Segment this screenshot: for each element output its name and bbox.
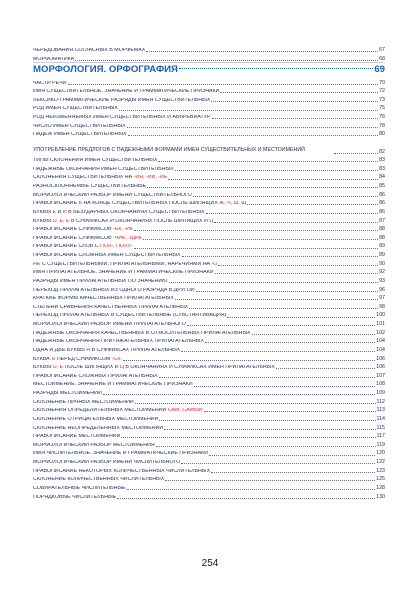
toc-page-number: 68 (379, 55, 385, 62)
dot-leader (159, 420, 375, 421)
toc-entry[interactable] (33, 77, 385, 86)
title-text: В БЕЗУДАРНЫХ ОКОНЧАНИЯХ СУЩЕСТВИТЕЛЬНЫХ (66, 209, 205, 215)
toc-entry[interactable] (33, 172, 385, 181)
toc-entry-title (33, 227, 133, 232)
highlighted-term: О, Е (52, 365, 64, 371)
title-text: СКЛОНЕНИЕ ОТРИЦАТЕЛЬНЫХ МЕСТОИМЕНИЙ (33, 416, 159, 422)
toc-entry[interactable] (33, 405, 385, 414)
dot-leader (276, 368, 375, 369)
highlighted-term: О, Е, Ё (52, 218, 70, 224)
dot-leader (134, 248, 379, 249)
toc-entry-title (33, 279, 168, 284)
title-text: ОДНА И ДВЕ БУКВЫ (33, 347, 87, 353)
toc-page-number: 89 (379, 243, 385, 250)
toc-entry[interactable] (33, 353, 385, 362)
dot-leader (194, 386, 376, 387)
dot-leader (75, 60, 378, 61)
toc-entry[interactable] (33, 129, 385, 138)
dot-leader (252, 334, 375, 335)
dot-leader (214, 222, 378, 223)
toc-entry-title (33, 201, 246, 206)
title-text: С СУЩЕСТВИТЕЛЬНЫМИ, ПРИЛАГАТЕЛЬНЫМИ, НАРЕЧИЯМИ НА (40, 261, 212, 267)
toc-entry[interactable] (33, 276, 385, 285)
dot-leader (211, 472, 375, 473)
highlighted-term: Ь (78, 201, 82, 207)
title-text: ИМЯ СУЩЕСТВИТЕЛЬНОЕ. ЗНАЧЕНИЕ И ГРАММАТИЧЕСКИЕ ПРИЗНАКИ (33, 89, 220, 95)
title-text: В СУФФИКСАХ И ОКОНЧАНИЯХ ПОСЛЕ ШИПЯЩИХ И (69, 218, 210, 224)
toc-entry[interactable] (33, 302, 385, 311)
dot-leader (143, 239, 378, 240)
toc-entry[interactable] (33, 483, 385, 492)
toc-page-number: 85 (379, 183, 385, 190)
toc-entry-title (33, 296, 174, 301)
toc-entry[interactable] (33, 310, 385, 319)
title-text: ПРАВОПИСАНИЕ СУФФИКСОВ (33, 227, 114, 233)
toc-entry-title (33, 382, 193, 387)
dot-leader (189, 308, 378, 309)
dot-leader (68, 84, 379, 85)
toc-page-number: 128 (376, 484, 385, 491)
toc-entry-title (33, 184, 146, 189)
title-text: РАЗНОСКЛОНЯЕМЫЕ СУЩЕСТВИТЕЛЬНЫЕ (33, 184, 147, 190)
toc-entry[interactable] (33, 371, 385, 380)
toc-page-number: 107 (376, 372, 385, 379)
toc-page-number: 115 (376, 424, 385, 431)
toc-entry[interactable] (33, 267, 385, 276)
toc-entry-title (33, 193, 192, 198)
title-text: МОРФОЛОГИЧЕСКИЙ РАЗБОР ИМЕНИ ПРИЛАГАТЕЛЬНОГО (33, 322, 186, 328)
title-text: ИМЯ ПРИЛАГАТЕЛЬНОЕ. ЗНАЧЕНИЕ И ГРАММАТИЧЕСКИЕ ПРИЗНАКИ (33, 270, 214, 276)
dot-leader (196, 291, 379, 292)
toc-entry-title (33, 322, 186, 327)
dot-leader (205, 342, 375, 343)
title-text: РАЗРЯДЫ ИМЕН ПРИЛАГАТЕЛЬНЫХ ПО ЗНАЧЕНИЮ (33, 278, 168, 284)
toc-page-number: 86 (379, 200, 385, 207)
toc-entry-title (33, 124, 126, 129)
toc-entry[interactable] (33, 103, 385, 112)
toc-entry-title (33, 236, 142, 241)
toc-entry-title (33, 417, 158, 422)
toc-entry[interactable] (33, 457, 385, 466)
dot-leader (128, 135, 379, 136)
toc-entry-title (33, 331, 251, 336)
dot-leader (117, 498, 375, 499)
toc-entry[interactable] (33, 440, 385, 449)
dot-leader (212, 118, 379, 119)
toc-page-number: 82 (379, 148, 385, 155)
toc-entry[interactable] (33, 327, 385, 336)
toc-page-number: 90 (379, 260, 385, 267)
toc-page-number: 113 (376, 407, 385, 414)
toc-entry-title (33, 89, 219, 94)
toc-page-number: 109 (376, 390, 385, 397)
toc-page-number: 96 (379, 286, 385, 293)
toc-page-number: 75 (379, 105, 385, 112)
highlighted-term: -ЕК, -ИК (113, 227, 134, 233)
dot-leader (121, 437, 375, 438)
toc-entry[interactable] (33, 362, 385, 371)
title-text: СКЛОНЕНИЯ ОПРЕДЕЛИТЕЛЬНЫХ МЕСТОИМЕНИЙ (33, 408, 168, 414)
toc-entry[interactable] (33, 198, 385, 207)
toc-entry-title (33, 106, 118, 111)
toc-entry[interactable] (33, 422, 385, 431)
highlighted-term: Н (86, 347, 91, 353)
title-text: ЧИСЛО ИМЕН СУЩЕСТВИТЕЛЬНЫХ (33, 123, 126, 129)
title-text: МОРФОЛОГИЯ. ОРФОГРАФИЯ (33, 65, 178, 76)
title-text: ПОСЛЕ ШИПЯЩИХ И (63, 365, 120, 371)
toc-page-number: 104 (376, 338, 385, 345)
dot-leader (220, 92, 378, 93)
title-text: ПРАВОПИСАНИЕ СЛОВ С (33, 244, 101, 250)
toc-entry-title (33, 486, 126, 491)
toc-page-number: 83 (379, 165, 385, 172)
toc-page-number: 84 (379, 174, 385, 181)
toc-entry[interactable] (33, 336, 385, 345)
title-text: СТЕПЕНИ СРАВНЕНИЯ КАЧЕСТВЕННЫХ ПРИЛАГАТЕЛЬНЫХ (33, 304, 189, 310)
toc-page-number: 80 (379, 131, 385, 138)
highlighted-term: Ж, Ч, Ш, Щ (219, 201, 247, 207)
toc-entry[interactable] (33, 258, 385, 267)
highlighted-term: И (62, 209, 67, 215)
toc-entry[interactable] (33, 138, 385, 155)
toc-entry-title (33, 146, 333, 155)
toc-entry[interactable] (33, 241, 385, 250)
dot-leader (134, 230, 378, 231)
title-text: ИМЯ ЧИСЛИТЕЛЬНОЕ. ЗНАЧЕНИЕ И ГРАММАТИЧЕСКИЕ ПРИЗНАКИ (33, 451, 209, 457)
toc-entry[interactable] (33, 319, 385, 328)
toc-entry[interactable] (33, 284, 385, 293)
toc-entry[interactable] (33, 233, 385, 242)
title-text: БУКВЫ (33, 209, 53, 215)
toc-entry[interactable] (33, 396, 385, 405)
toc-page-number: 122 (376, 459, 385, 466)
highlighted-term: ПОЛ-, ПОЛУ- (100, 244, 133, 250)
highlighted-term: -ЧИК, -ЩИК (113, 235, 142, 241)
title-text: СКЛОНЕНИЕ КОЛИЧЕСТВЕННЫХ ЧИСЛИТЕЛЬНЫХ (33, 477, 165, 483)
dot-leader (211, 101, 378, 102)
title-text: ПРАВОПИСАНИЕ МЕСТОИМЕНИЙ (33, 434, 121, 440)
title-text: ПЕРЕХОД ПРИЛАГАТЕЛЬНЫХ В СУЩЕСТВИТЕЛЬНЫЕ (СУБСТАНТИВАЦИЯ) (33, 313, 227, 319)
toc-page-number: 100 (376, 312, 385, 319)
toc-entry[interactable] (33, 189, 385, 198)
toc-page-number: 125 (376, 476, 385, 483)
toc-entry-title (33, 81, 67, 86)
title-text: СКЛОНЕНИЯ СУЩЕСТВИТЕЛЬНЫХ НА (33, 175, 134, 181)
title-text: БУКВЫ (33, 365, 53, 371)
toc-entry[interactable] (33, 86, 385, 95)
highlighted-term: Е (52, 209, 57, 215)
title-text: НА КОНЦЕ СУЩЕСТВИТЕЛЬНЫХ ПОСЛЕ ШИПЯЩИХ (81, 201, 220, 207)
title-text: РОД ИМЕН СУЩЕСТВИТЕЛЬНЫХ (33, 106, 119, 112)
toc-entry[interactable] (33, 250, 385, 259)
title-text: БУКВА (33, 356, 52, 362)
toc-page-number: 117 (376, 433, 385, 440)
title-text: В СУФФИКСАХ ПРИЛАГАТЕЛЬНЫХ (90, 347, 181, 353)
toc-entry[interactable] (33, 345, 385, 354)
highlighted-term: НЕ (33, 261, 41, 267)
toc-entry[interactable] (33, 181, 385, 190)
toc-entry-title (33, 65, 178, 75)
toc-page-number: 78 (379, 122, 385, 129)
highlighted-term: Ц (120, 365, 124, 371)
dot-leader (182, 256, 379, 257)
dot-leader (127, 127, 378, 128)
dot-leader (156, 446, 376, 447)
toc-entry[interactable] (33, 45, 385, 54)
toc-entry[interactable] (33, 215, 385, 224)
title-text: ПОРЯДКОВЫЕ ЧИСЛИТЕЛЬНЫЕ (33, 494, 117, 500)
toc-page-number: 86 (379, 191, 385, 198)
dot-leader (168, 179, 378, 180)
toc-page-number: 108 (376, 381, 385, 388)
dot-leader (103, 394, 375, 395)
toc-entry-title (33, 253, 181, 258)
highlighted-term: Ц (209, 218, 214, 224)
toc-entry-title (33, 339, 204, 344)
toc-entry-title (33, 219, 213, 224)
toc-entry-title (33, 158, 157, 163)
toc-entry[interactable] (33, 491, 385, 500)
toc-entry-title (33, 313, 226, 318)
toc-page-number: 70 (379, 79, 385, 86)
title-text: ПРАВОПИСАНИЕ НЕКОТОРЫХ КОЛИЧЕСТВЕННЫХ ЧИСЛИТЕЛЬНЫХ (33, 468, 211, 474)
dot-leader (158, 161, 378, 162)
dot-leader (206, 213, 379, 214)
toc-entry-title (33, 400, 134, 405)
toc-page-number: 102 (376, 329, 385, 336)
dot-leader (146, 51, 378, 52)
title-text: РОД НЕИЗМЕНЯЕМЫХ ИМЕН СУЩЕСТВИТЕЛЬНЫХ И АББРЕВИАТУР (33, 115, 211, 121)
toc-entry-title (33, 434, 120, 439)
toc-entry-title (33, 48, 145, 53)
toc-page-number: 120 (376, 450, 385, 457)
title-text: ПЕРЕХОД ПРИЛАГАТЕЛЬНЫХ ИЗ ОДНОГО РАЗРЯДА В ДРУГОЙ (33, 287, 195, 293)
toc-page-number: 119 (376, 441, 385, 448)
title-text: МОРФОМАТИКА (33, 56, 75, 62)
title-text: ПАДЕЖНЫЕ ОКОНЧАНИЯ ИМЕН СУЩЕСТВИТЕЛЬНЫХ (33, 166, 174, 172)
toc-entry-title (33, 495, 116, 500)
title-text: СОБИРАТЕЛЬНЫЕ ЧИСЛИТЕЛЬНЫЕ (33, 485, 126, 491)
dot-leader (147, 187, 378, 188)
title-text: ПРАВОПИСАНИЕ СЛОЖНЫХ ИМЕН СУЩЕСТВИТЕЛЬНЫХ (33, 253, 181, 259)
toc-entry[interactable] (33, 474, 385, 483)
toc-page-number: 67 (379, 47, 385, 54)
dot-leader (127, 489, 375, 490)
toc-entry-title (33, 348, 180, 353)
highlighted-term: -СК- (111, 356, 123, 362)
title-text: МОРФОЛОГИЧЕСКИЙ РАЗБОР ИМЕНИ СУЩЕСТВИТЕЛЬНОГО (33, 192, 192, 198)
toc-entry-title (33, 408, 203, 413)
toc-entry[interactable] (33, 465, 385, 474)
dot-leader (179, 68, 373, 69)
toc-entry[interactable] (33, 431, 385, 440)
dot-leader (215, 273, 379, 274)
toc-entry[interactable] (33, 224, 385, 233)
toc-entry-title (33, 98, 210, 103)
dot-leader (218, 265, 378, 266)
title-text: МОРФОЛОГИЧЕСКИЙ РАЗБОР МЕСТОИМЕНИЯ (33, 442, 155, 448)
dot-leader (123, 360, 375, 361)
table-of-contents (33, 45, 385, 500)
dot-leader (135, 403, 376, 404)
title-text: ПАДЕЖ ИМЕН СУЩЕСТВИТЕЛЬНЫХ (33, 132, 127, 138)
title-text: ЛЕКСИКО-ГРАММАТИЧЕСКИЕ РАЗРЯДЫ ИМЕН СУЩЕСТВИТЕЛЬНЫХ (33, 97, 211, 103)
toc-page-number: 89 (379, 252, 385, 259)
toc-entry-title (33, 391, 102, 396)
toc-page-number: 92 (379, 269, 385, 276)
dot-leader (119, 110, 378, 111)
dot-leader (169, 282, 379, 283)
toc-entry-title (33, 374, 158, 379)
title-text: РАЗРЯДЫ МЕСТОИМЕНИЙ (33, 391, 102, 397)
dot-leader (227, 317, 375, 318)
toc-entry-title (33, 477, 164, 482)
toc-page-number: 73 (379, 96, 385, 103)
dot-leader (175, 170, 378, 171)
highlighted-term: Ъ (51, 356, 56, 362)
toc-entry-title (33, 426, 163, 431)
title-text: В ОКОНЧАНИЯХ И СУФФИКСАХ ИМЕН ПРИЛАГАТЕЛЬНЫХ (123, 365, 275, 371)
toc-entry-title (33, 365, 275, 370)
toc-entry[interactable] (33, 112, 385, 121)
highlighted-term: -О (211, 261, 218, 267)
dot-leader (175, 299, 378, 300)
toc-page-number: 93 (379, 277, 385, 284)
toc-entry[interactable] (33, 155, 385, 164)
dot-leader (247, 204, 378, 205)
toc-entry[interactable] (33, 95, 385, 104)
highlighted-term: САМ, САМЫЙ (167, 408, 203, 414)
toc-entry-title (33, 305, 188, 310)
dot-leader (159, 377, 376, 378)
title-text: ПРАВОПИСАНИЕ (33, 201, 79, 207)
toc-page-number: 130 (376, 493, 385, 500)
toc-entry-title (33, 451, 208, 456)
highlighted-term: -ИЯ, -ИЙ, -ИЕ (133, 175, 168, 181)
title-text: ПРАВОПИСАНИЕ СУФФИКСОВ (33, 235, 114, 241)
toc-page-number: 72 (379, 88, 385, 95)
title-text: МЕСТОИМЕНИЕ. ЗНАЧЕНИЕ И ГРАММАТИЧЕСКИЕ ПРИЗНАКИ (33, 382, 193, 388)
toc-page-number: 101 (376, 321, 385, 328)
dot-leader (165, 480, 375, 481)
toc-entry[interactable] (33, 54, 385, 64)
title-text: ЧАСТИ РЕЧИ (33, 80, 67, 86)
title-text: ТИПЫ СКЛОНЕНИЯ ИМЕН СУЩЕСТВИТЕЛЬНЫХ (33, 158, 158, 164)
toc-entry-title (33, 357, 122, 362)
title-text: ЧЕРЕДОВАНИЯ СОГЛАСНЫХ В МОРФЕМАХ (33, 48, 146, 54)
toc-entry[interactable] (33, 207, 385, 216)
toc-page-number: 106 (376, 355, 385, 362)
toc-entry[interactable] (33, 293, 385, 302)
toc-page-number: 123 (376, 467, 385, 474)
toc-entry[interactable] (33, 379, 385, 388)
title-text: КРАТКИЕ ФОРМЫ КАЧЕСТВЕННЫХ ПРИЛАГАТЕЛЬНЫХ (33, 296, 174, 302)
title-text: СКЛОНЕНИЕ НЕОПРЕДЕЛЕННЫХ МЕСТОИМЕНИЙ (33, 425, 164, 431)
toc-page-number: 83 (379, 157, 385, 164)
title-text: И (56, 209, 63, 215)
dot-leader (334, 153, 378, 154)
toc-entry[interactable] (33, 164, 385, 173)
toc-page-number: 87 (379, 217, 385, 224)
title-text: УПОТРЕБЛЕНИЕ ПРЕДЛОГОВ С ПАДЕЖНЫМИ ФОРМАМИ ИМЕН СУЩЕСТВИТЕЛЬНЫХ И МЕСТОИМЕНИЙ (33, 147, 305, 154)
toc-entry[interactable] (33, 448, 385, 457)
toc-entry-title (33, 175, 167, 180)
dot-leader (193, 196, 378, 197)
toc-entry[interactable] (33, 388, 385, 397)
dot-leader (187, 325, 375, 326)
toc-entry[interactable] (33, 414, 385, 423)
title-text: БУКВЫ (33, 218, 53, 224)
toc-entry-title (33, 167, 174, 172)
toc-page-number: 104 (376, 346, 385, 353)
toc-page-number: 88 (379, 226, 385, 233)
title-text: ПАДЕЖНЫЕ ОКОНЧАНИЯ ПРИТЯЖАТЕЛЬНЫХ ПРИЛАГАТЕЛЬНЫХ (33, 339, 205, 345)
dot-leader (209, 455, 375, 456)
toc-entry-title (33, 270, 214, 275)
toc-section-heading[interactable] (33, 63, 385, 77)
toc-page-number: 112 (376, 398, 385, 405)
toc-page-number: 114 (376, 415, 385, 422)
toc-page-number: 76 (379, 114, 385, 121)
title-text: ПЕРЕД СУФФИКСОМ (55, 356, 112, 362)
title-text: ПАДЕЖНЫЕ ОКОНЧАНИЯ КАЧЕСТВЕННЫХ И ОТНОСИТЕЛЬНЫХ ПРИЛАГАТЕЛЬНЫХ (33, 330, 251, 336)
toc-entry[interactable] (33, 120, 385, 129)
toc-entry-title (33, 210, 205, 215)
toc-entry-title (33, 443, 155, 448)
dot-leader (164, 429, 375, 430)
toc-page-number: 88 (379, 234, 385, 241)
dot-leader (204, 411, 376, 412)
toc-entry-title (33, 262, 217, 267)
title-text: МОРФОЛОГИЧЕСКИЙ РАЗБОР ИМЕНИ ЧИСЛИТЕЛЬНОГО (33, 460, 181, 466)
toc-page-number: 106 (376, 364, 385, 371)
toc-entry-title (33, 460, 180, 465)
toc-entry-title (33, 57, 74, 62)
dot-leader (181, 351, 375, 352)
toc-page-number: 98 (379, 303, 385, 310)
toc-page-number: 86 (379, 208, 385, 215)
toc-entry-title (33, 115, 211, 120)
title-text: СКЛОНЕНИЕ ЛИЧНЫХ МЕСТОИМЕНИЙ (33, 399, 134, 405)
toc-page-number: 97 (379, 295, 385, 302)
toc-entry-title (33, 469, 210, 474)
dot-leader (181, 463, 375, 464)
toc-entry-title (33, 244, 133, 249)
page-number: 254 (201, 558, 219, 569)
toc-entry-title (33, 132, 127, 137)
title-text: ПРАВОПИСАНИЕ СЛОЖНЫХ ПРИЛАГАТЕЛЬНЫХ (33, 373, 158, 379)
toc-page-number: 69 (374, 64, 385, 76)
toc-entry-title (33, 288, 195, 293)
